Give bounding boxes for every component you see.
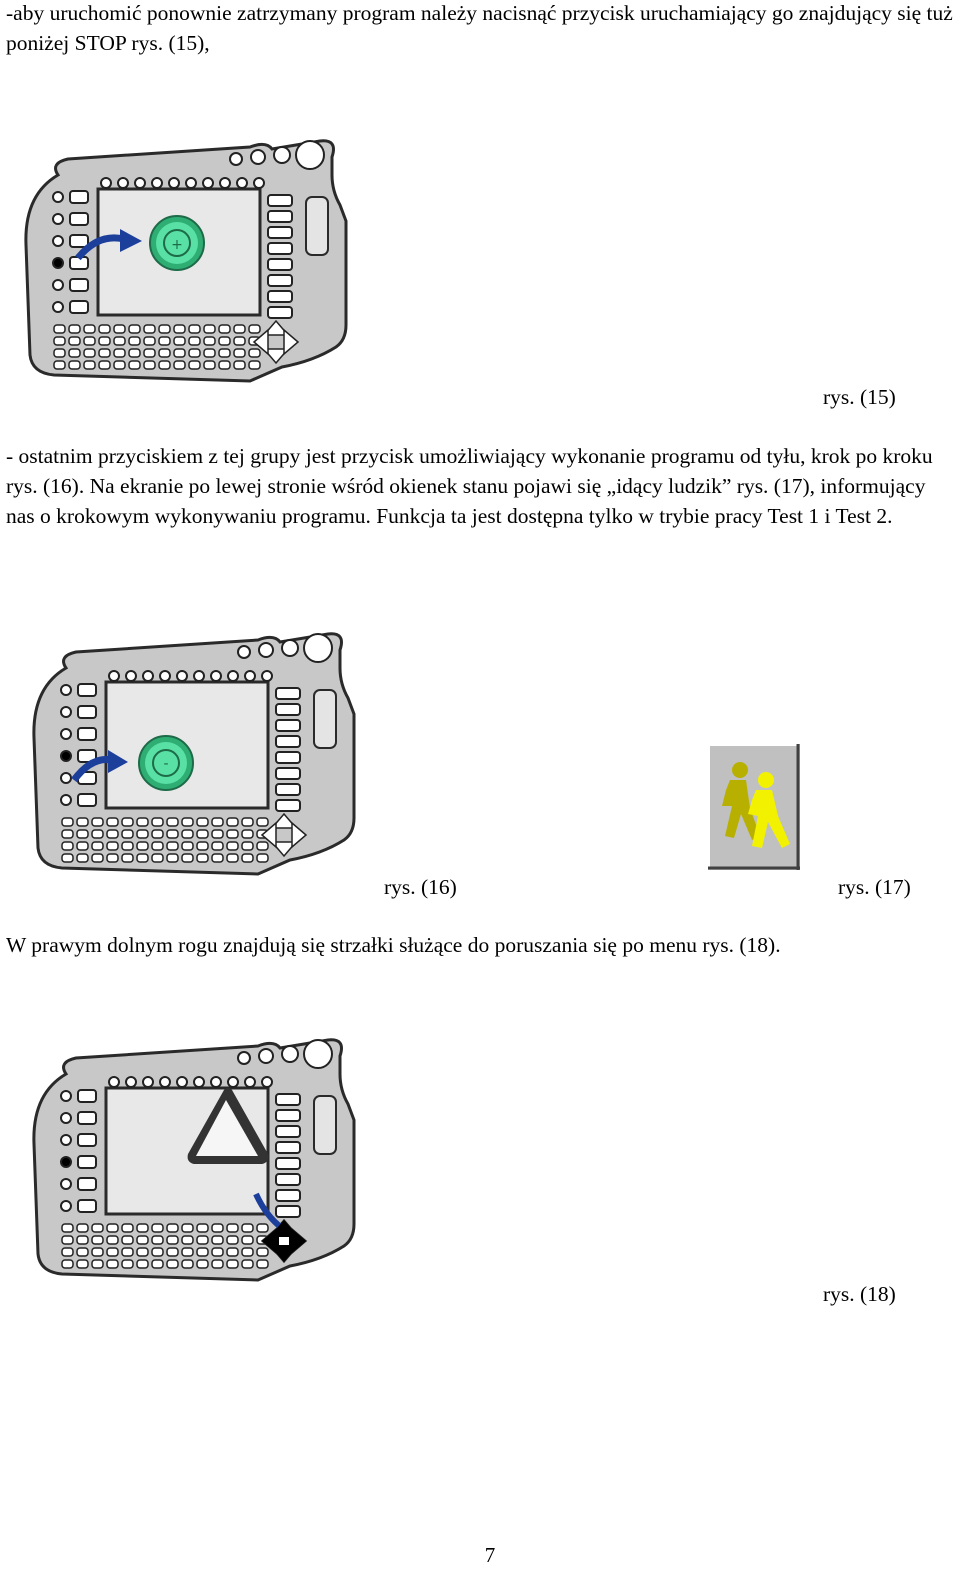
keyboard-key (159, 337, 170, 345)
keyboard-key (54, 349, 65, 357)
keyboard-key (137, 854, 148, 862)
keyboard-key (99, 325, 110, 333)
keyboard-key (107, 830, 118, 838)
right-softkey (276, 1126, 300, 1137)
keyboard-key (227, 818, 238, 826)
top-key (135, 178, 145, 188)
keyboard-key (159, 325, 170, 333)
keyboard-key (92, 842, 103, 850)
top-key (143, 1077, 153, 1087)
keyboard-key (84, 349, 95, 357)
top-key (143, 671, 153, 681)
keyboard-key (189, 349, 200, 357)
keyboard-key (77, 842, 88, 850)
right-softkey (268, 259, 292, 270)
keyboard-key (182, 1224, 193, 1232)
keyboard-key (54, 337, 65, 345)
caption-fig17: rys. (17) (838, 875, 911, 899)
keyboard-key (92, 1248, 103, 1256)
page-number: 7 (484, 1543, 496, 1567)
keyboard-key (197, 1260, 208, 1268)
keyboard-key (114, 349, 125, 357)
side-handle (314, 690, 336, 748)
paragraph-3: W prawym dolnym rogu znajdują się strzałki służące do poruszania się po menu rys. (18). (6, 933, 781, 957)
keyboard-key (159, 361, 170, 369)
right-softkey (276, 752, 300, 763)
keyboard-key (122, 842, 133, 850)
top-key (101, 178, 111, 188)
keyboard-key (137, 1248, 148, 1256)
keyboard-key (242, 1236, 253, 1244)
left-led (53, 258, 63, 268)
keyboard-key (152, 1236, 163, 1244)
keyboard-key (107, 818, 118, 826)
left-softkey (70, 279, 88, 291)
keyboard-key (174, 349, 185, 357)
left-softkey (78, 1200, 96, 1212)
keyboard-key (122, 854, 133, 862)
right-softkey (276, 720, 300, 731)
right-softkey (268, 227, 292, 238)
keyboard-key (219, 361, 230, 369)
keyboard-key (242, 842, 253, 850)
keyboard-key (152, 1248, 163, 1256)
keyboard-key (212, 842, 223, 850)
right-softkey (268, 275, 292, 286)
top-key (126, 671, 136, 681)
keyboard-key (144, 361, 155, 369)
function-key (282, 1046, 298, 1062)
keyboard-key (144, 337, 155, 345)
keyboard-key (84, 325, 95, 333)
keyboard-key (114, 337, 125, 345)
keyboard-key (219, 349, 230, 357)
right-softkey (268, 195, 292, 206)
top-key (118, 178, 128, 188)
keyboard-key (182, 818, 193, 826)
right-softkey (276, 688, 300, 699)
left-led (53, 280, 63, 290)
keyboard-key (77, 1248, 88, 1256)
side-handle (306, 197, 328, 255)
left-led (61, 1201, 71, 1211)
keyboard-key (182, 1236, 193, 1244)
svg-text:+: + (171, 237, 183, 253)
left-led (61, 707, 71, 717)
left-led (61, 1135, 71, 1145)
keyboard-key (99, 349, 110, 357)
keyboard-key (69, 325, 80, 333)
left-softkey (78, 1156, 96, 1168)
left-softkey (70, 213, 88, 225)
keyboard-key (107, 1248, 118, 1256)
caption-fig18: rys. (18) (823, 1282, 896, 1306)
keyboard-key (249, 361, 260, 369)
keyboard-key (182, 1260, 193, 1268)
keyboard-key (107, 1236, 118, 1244)
left-softkey (78, 728, 96, 740)
keyboard-key (152, 854, 163, 862)
keyboard-key (204, 337, 215, 345)
top-key (203, 178, 213, 188)
keyboard-key (92, 830, 103, 838)
keyboard-key (182, 854, 193, 862)
keyboard-key (227, 830, 238, 838)
keyboard-key (167, 1236, 178, 1244)
right-softkey (276, 1206, 300, 1217)
top-key (152, 178, 162, 188)
left-led (61, 1113, 71, 1123)
top-key (169, 178, 179, 188)
function-key (304, 634, 332, 662)
left-led (61, 729, 71, 739)
keyboard-key (92, 818, 103, 826)
keyboard-key (167, 1260, 178, 1268)
keyboard-key (137, 1260, 148, 1268)
keyboard-key (227, 842, 238, 850)
keyboard-key (77, 1236, 88, 1244)
left-softkey (70, 191, 88, 203)
keyboard-key (182, 842, 193, 850)
keyboard-key (249, 325, 260, 333)
function-key (251, 150, 265, 164)
left-softkey (78, 684, 96, 696)
left-led (61, 1179, 71, 1189)
keyboard-key (137, 818, 148, 826)
keyboard-key (234, 337, 245, 345)
function-key (238, 646, 250, 658)
keyboard-key (234, 361, 245, 369)
top-key (262, 1077, 272, 1087)
keyboard-key (197, 818, 208, 826)
keyboard-key (182, 1248, 193, 1256)
keyboard-key (77, 854, 88, 862)
keyboard-key (204, 361, 215, 369)
keyboard-key (212, 830, 223, 838)
keyboard-key (107, 1224, 118, 1232)
top-key (254, 178, 264, 188)
keyboard-key (174, 325, 185, 333)
left-softkey (78, 1134, 96, 1146)
top-key (186, 178, 196, 188)
keyboard-key (167, 1248, 178, 1256)
keyboard-key (107, 1260, 118, 1268)
left-led (61, 751, 71, 761)
top-key (177, 1077, 187, 1087)
keyboard-key (129, 349, 140, 357)
keyboard-key (92, 854, 103, 862)
keyboard-key (129, 337, 140, 345)
keyboard-key (84, 337, 95, 345)
top-key (177, 671, 187, 681)
keyboard-key (62, 1224, 73, 1232)
keyboard-key (197, 842, 208, 850)
top-key (194, 1077, 204, 1087)
keyboard-key (159, 349, 170, 357)
right-softkey (276, 1110, 300, 1121)
keyboard-key (257, 854, 268, 862)
function-key (259, 643, 273, 657)
keyboard-key (137, 842, 148, 850)
keyboard-key (167, 1224, 178, 1232)
keyboard-key (212, 1236, 223, 1244)
right-softkey (268, 291, 292, 302)
keyboard-key (152, 1224, 163, 1232)
keyboard-key (137, 830, 148, 838)
keyboard-key (167, 854, 178, 862)
walking-man-icon (708, 744, 800, 870)
top-key (262, 671, 272, 681)
function-key (274, 147, 290, 163)
keyboard-key (152, 830, 163, 838)
right-softkey (276, 800, 300, 811)
keyboard-key (62, 842, 73, 850)
right-softkey (276, 1142, 300, 1153)
keyboard-key (242, 854, 253, 862)
right-softkey (268, 307, 292, 318)
right-softkey (268, 243, 292, 254)
keyboard-key (197, 830, 208, 838)
keyboard-key (92, 1236, 103, 1244)
keyboard-key (257, 842, 268, 850)
keyboard-key (197, 1236, 208, 1244)
keyboard-key (257, 1248, 268, 1256)
right-softkey (276, 704, 300, 715)
function-key (282, 640, 298, 656)
keyboard-key (84, 361, 95, 369)
keyboard-key (69, 361, 80, 369)
keyboard-key (107, 854, 118, 862)
keyboard-key (174, 337, 185, 345)
top-key (220, 178, 230, 188)
keyboard-key (69, 349, 80, 357)
left-softkey (78, 1090, 96, 1102)
keyboard-key (114, 325, 125, 333)
keyboard-key (77, 818, 88, 826)
keyboard-key (167, 818, 178, 826)
right-softkey (268, 211, 292, 222)
caption-fig16: rys. (16) (384, 875, 457, 899)
keyboard-key (189, 361, 200, 369)
left-led (61, 685, 71, 695)
step-back-button-green (139, 736, 193, 790)
keyboard-key (212, 1224, 223, 1232)
function-key (259, 1049, 273, 1063)
keyboard-key (234, 325, 245, 333)
left-led (53, 192, 63, 202)
left-led (53, 302, 63, 312)
start-button-green (150, 216, 204, 270)
keyboard-key (227, 1236, 238, 1244)
keyboard-key (107, 842, 118, 850)
keyboard-key (114, 361, 125, 369)
left-softkey (78, 794, 96, 806)
keyboard-key (189, 337, 200, 345)
paragraph-2: - ostatnim przyciskiem z tej grupy jest przycisk umożliwiający wykonanie programu od tyłu, krok po kroku rys. (16). Na ekranie po lewej stronie wśród okienek stanu pojawi się „idący ludzik” rys. (17), informujący nas o krokowym wykonywaniu programu. Funkcja ta jest dostępna tylko w trybie pracy Test 1 i Test 2. (6, 444, 933, 528)
keyboard-key (62, 1236, 73, 1244)
keyboard-key (227, 854, 238, 862)
keyboard-key (137, 1236, 148, 1244)
right-softkey (276, 1190, 300, 1201)
keyboard-key (204, 349, 215, 357)
keyboard-key (212, 854, 223, 862)
side-handle (314, 1096, 336, 1154)
keyboard-key (77, 1260, 88, 1268)
top-key (194, 671, 204, 681)
top-key (211, 671, 221, 681)
keyboard-key (62, 1260, 73, 1268)
top-key (160, 671, 170, 681)
left-led (53, 214, 63, 224)
keyboard-key (122, 1248, 133, 1256)
left-softkey (78, 1178, 96, 1190)
keyboard-key (122, 830, 133, 838)
keyboard-key (227, 1224, 238, 1232)
keyboard-key (197, 1224, 208, 1232)
keyboard-key (99, 337, 110, 345)
keyboard-key (129, 325, 140, 333)
top-key (228, 671, 238, 681)
keyboard-key (144, 349, 155, 357)
top-key (245, 671, 255, 681)
left-led (53, 236, 63, 246)
keyboard-key (242, 1260, 253, 1268)
left-softkey (78, 706, 96, 718)
keyboard-key (197, 1248, 208, 1256)
keyboard-key (54, 361, 65, 369)
left-softkey (70, 235, 88, 247)
top-key (160, 1077, 170, 1087)
keyboard-key (234, 349, 245, 357)
pendant-figure-16 (28, 628, 363, 878)
left-led (61, 795, 71, 805)
keyboard-key (62, 854, 73, 862)
keyboard-key (212, 818, 223, 826)
keyboard-key (167, 830, 178, 838)
function-key (238, 1052, 250, 1064)
keyboard-key (227, 1248, 238, 1256)
left-led (61, 1091, 71, 1101)
keyboard-key (152, 842, 163, 850)
keyboard-key (54, 325, 65, 333)
keyboard-key (242, 1224, 253, 1232)
keyboard-key (152, 818, 163, 826)
keyboard-key (122, 1260, 133, 1268)
keyboard-key (92, 1260, 103, 1268)
top-key (126, 1077, 136, 1087)
pendant-figure-18 (28, 1034, 363, 1284)
keyboard-key (122, 1236, 133, 1244)
function-key (296, 141, 324, 169)
keyboard-key (242, 1248, 253, 1256)
keyboard-key (227, 1260, 238, 1268)
function-key (304, 1040, 332, 1068)
top-key (109, 1077, 119, 1087)
keyboard-key (62, 818, 73, 826)
keyboard-key (174, 361, 185, 369)
left-softkey (78, 1112, 96, 1124)
function-key (230, 153, 242, 165)
top-key (211, 1077, 221, 1087)
right-softkey (276, 736, 300, 747)
svg-text:-: - (163, 756, 169, 772)
right-softkey (276, 784, 300, 795)
keyboard-key (77, 1224, 88, 1232)
keyboard-key (204, 325, 215, 333)
keyboard-key (189, 325, 200, 333)
keyboard-key (257, 818, 268, 826)
keyboard-key (62, 830, 73, 838)
keyboard-key (242, 830, 253, 838)
keyboard-key (242, 818, 253, 826)
right-softkey (276, 1158, 300, 1169)
caption-fig15: rys. (15) (823, 385, 896, 409)
left-led (61, 1157, 71, 1167)
left-softkey (70, 301, 88, 313)
top-key (228, 1077, 238, 1087)
keyboard-key (249, 349, 260, 357)
keyboard-key (197, 854, 208, 862)
right-softkey (276, 1094, 300, 1105)
paragraph-1: -aby uruchomić ponownie zatrzymany program należy nacisnąć przycisk uruchamiający go znajdujący się tuż poniżej STOP rys. (15), (6, 1, 953, 55)
right-softkey (276, 1174, 300, 1185)
keyboard-key (62, 1248, 73, 1256)
top-key (237, 178, 247, 188)
keyboard-key (152, 1260, 163, 1268)
right-softkey (276, 768, 300, 779)
keyboard-key (122, 1224, 133, 1232)
top-key (245, 1077, 255, 1087)
top-key (109, 671, 119, 681)
pendant-figure-15 (20, 135, 355, 385)
keyboard-key (212, 1248, 223, 1256)
keyboard-key (257, 1260, 268, 1268)
keyboard-key (69, 337, 80, 345)
keyboard-key (182, 830, 193, 838)
keyboard-key (219, 325, 230, 333)
left-led (61, 773, 71, 783)
keyboard-key (92, 1224, 103, 1232)
keyboard-key (137, 1224, 148, 1232)
keyboard-key (99, 361, 110, 369)
keyboard-key (122, 818, 133, 826)
keyboard-key (219, 337, 230, 345)
keyboard-key (257, 1224, 268, 1232)
keyboard-key (212, 1260, 223, 1268)
keyboard-key (129, 361, 140, 369)
keyboard-key (144, 325, 155, 333)
keyboard-key (167, 842, 178, 850)
keyboard-key (77, 830, 88, 838)
